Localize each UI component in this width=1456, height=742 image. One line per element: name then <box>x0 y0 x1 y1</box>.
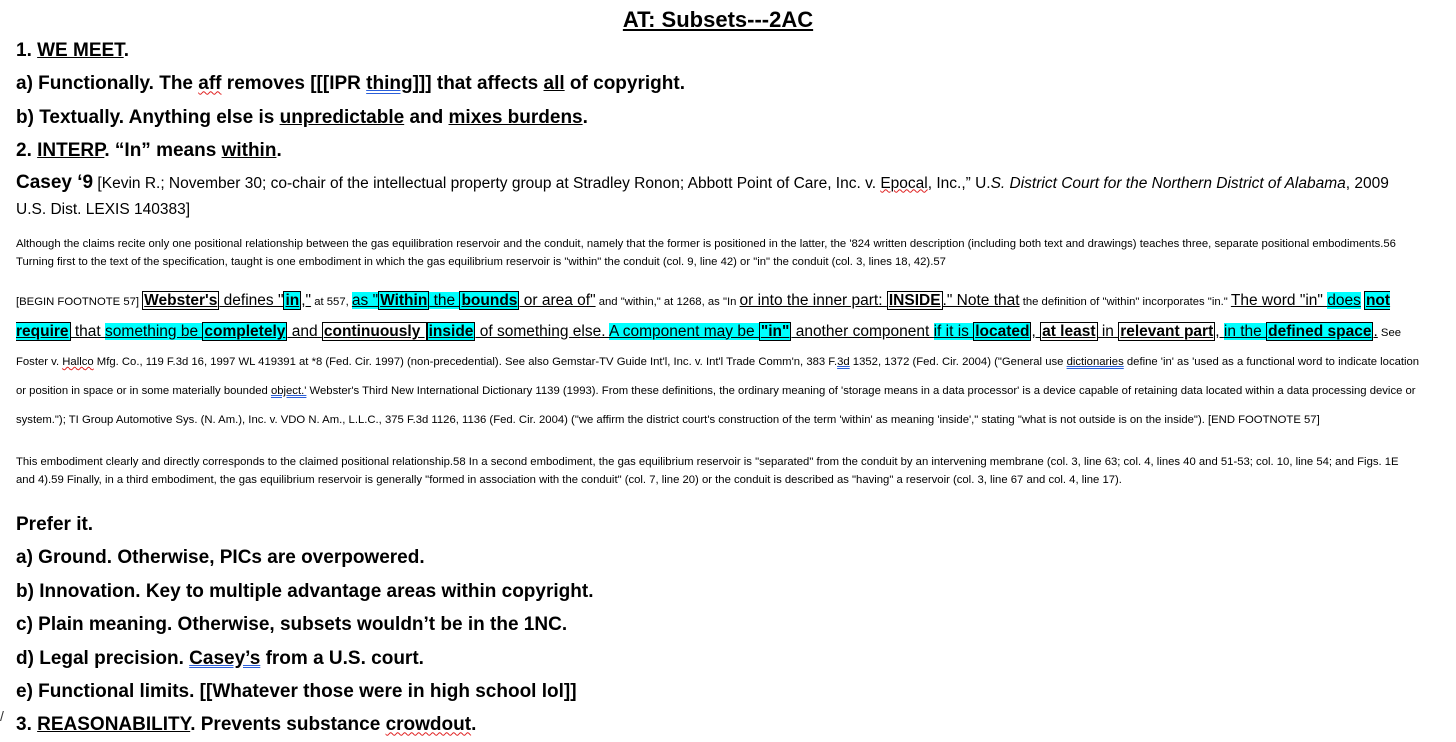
margin-mark: / <box>0 708 4 724</box>
grammar-flag-f3d[interactable]: 3d <box>837 355 850 368</box>
prefer-c: c) Plain meaning. Otherwise, subsets wouldn’t be in the 1NC. <box>16 614 568 636</box>
interp-heading: 2. INTERP. “In” means within. <box>16 140 282 162</box>
we-meet-a: a) Functionally. The aff removes [[[IPR thing]]] that affects all of copyright. <box>16 73 685 95</box>
grammar-flag-caseys[interactable]: Casey’s <box>189 647 261 669</box>
we-meet-heading: 1. WE MEET. <box>16 40 129 61</box>
page-title: AT: Subsets---2AC <box>622 7 814 32</box>
grammar-flag-thing[interactable]: thing <box>366 73 413 95</box>
reasonability-heading: 3. REASONABILITY. Prevents substance crowdout. <box>16 714 477 736</box>
citation: Casey ‘9 [Kevin R.; November 30; co-chair of the intellectual property group at Stradley Ronon; Abbott Point of Care, Inc. v. Epocal, Inc.,” U.S. District Court for the Northern District of Alabama, 2009 U.S. Dist. LEXIS 140383] <box>16 171 1389 218</box>
we-meet-label: WE MEET <box>37 40 124 61</box>
grammar-flag-object[interactable]: object.' <box>270 384 307 397</box>
citation-tag: Casey ‘9 <box>16 171 94 193</box>
prefer-d: d) Legal precision. Casey’s from a U.S. court. <box>16 647 424 669</box>
card-paragraph-1: Although the claims recite only one positional relationship between the gas equilibration reservoir and the conduit, namely that the former is positioned in the latter, the '824 written description (including both text and drawings) teaches three, separate positional embodiments.56 Turning first to the text of the specification, taught is one embodiment in which the gas equilibrium reservoir is "within" the conduit (col. 9, line 42) or "in" the conduit (col. 3, lines 18, 42).57 <box>16 237 1396 269</box>
document-page <box>16 0 1420 742</box>
prefer-heading: Prefer it. <box>16 513 94 535</box>
card-paragraph-3: This embodiment clearly and directly corresponds to the claimed positional relationship.58 In a second embodiment, the gas equilibrium reservoir is "separated" from the conduit by an intervening membrane (col. 3, line 63; col. 4, lines 40 and 51-53; col. 10, line 54; and Figs. 1E and 4).59 Finally, in a third embodiment, the gas equilibrium reservoir is generally "formed in association with the conduit" (col. 7, line 20) or the conduit is described as "having" a reservoir (col. 3, line 67 and col. 4, line 17). <box>16 455 1399 487</box>
we-meet-b: b) Textually. Anything else is unpredictable and mixes burdens. <box>16 106 588 128</box>
prefer-e: e) Functional limits. [[Whatever those were in high school lol]] <box>16 680 577 702</box>
prefer-b: b) Innovation. Key to multiple advantage areas within copyright. <box>16 580 594 602</box>
spell-flag-aff[interactable]: aff <box>198 73 222 95</box>
grammar-flag-dictionaries[interactable]: dictionaries <box>1066 355 1124 368</box>
card-footnote-57: [BEGIN FOOTNOTE 57] Webster's defines " in ," at 557, as " Within the bounds or area of" and "within," at 1268, as "In or into the inner part: INSIDE ." Note that the definition of "within" incorporates "in." The word "in" does not require that something be completely and continuously inside of something else. A component may be "in" another component if it is located , at least in relevant part , in the defined space . See Foster v. Hallco Mfg. Co., 119 F.3d 16, 1997 WL 419391 at *8 (Fed. Cir. 1997) (non-precedential). See also Gemstar-TV Guide Int'l, Inc. v. Int'l Trade Comm'n, 383 F.3d 1352, 1372 (Fed. Cir. 2004) ("General use dictionaries define 'in' as 'used as a functional word to indicate location or position in space or in some materially bounded object.' Webster's Third New International Dictionary 1139 (1993). From these definitions, the ordinary meaning of 'storage means in a data processor' is a device capable of retaining data located within a data processing device or system."); TI Group Automotive Sys. (N. Am.), Inc. v. VDO N. Am., L.L.C., 375 F.3d 1126, 1136 (Fed. Cir. 2004) ("we affirm the district court's construction of the term 'within' as meaning 'inside'," stating "what is not outside is on the inside"). [END FOOTNOTE 57] <box>16 291 1420 426</box>
spell-flag-hallco[interactable]: Hallco <box>62 355 94 368</box>
spell-flag-crowdout[interactable]: crowdout <box>385 714 472 736</box>
spell-flag-epocal[interactable]: Epocal <box>880 174 928 192</box>
prefer-a: a) Ground. Otherwise, PICs are overpowered. <box>16 547 425 569</box>
